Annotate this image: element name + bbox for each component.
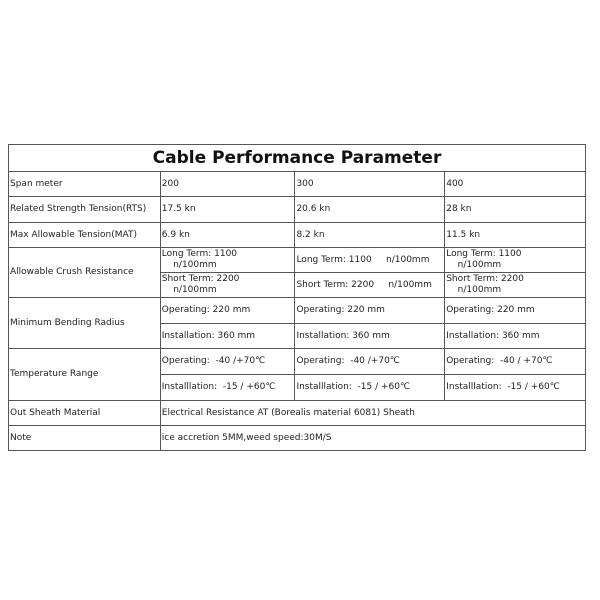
table-row [9, 349, 586, 375]
page-title: Cable Performance Parameter [9, 145, 586, 172]
cell-value: Operating: -40 / +70℃ [445, 349, 586, 375]
cell-value: 400 [445, 172, 586, 197]
cell-value: 6.9 kn [160, 223, 295, 248]
cell-value: Installation: 360 mm [295, 324, 445, 349]
cell-value: Long Term: 1100 n/100mm [295, 248, 445, 273]
table-row [9, 401, 586, 426]
row-label: Related Strength Tension(RTS) [9, 197, 161, 223]
cell-value: Short Term: 2200 n/100mm [295, 273, 445, 298]
cell-value: Operating: 220 mm [160, 298, 295, 324]
table-row [9, 223, 586, 248]
cell-value: Electrical Resistance AT (Borealis material 6081) Sheath [160, 401, 585, 426]
cell-value: 28 kn [445, 197, 586, 223]
cell-value: Long Term: 1100 n/100mm [160, 248, 295, 273]
row-label: Out Sheath Material [9, 401, 161, 426]
row-label: Temperature Range [9, 349, 161, 401]
cell-value: Installlation: -15 / +60℃ [445, 375, 586, 401]
cell-value: Operating: 220 mm [295, 298, 445, 324]
cell-value: Short Term: 2200 n/100mm [445, 273, 586, 298]
cell-value: 200 [160, 172, 295, 197]
row-label: Max Allowable Tension(MAT) [9, 223, 161, 248]
table-row [9, 248, 586, 273]
cell-value: Installlation: -15 / +60℃ [160, 375, 295, 401]
row-label: Span meter [9, 172, 161, 197]
cell-value: Operating: -40 /+70℃ [160, 349, 295, 375]
cell-value: 17.5 kn [160, 197, 295, 223]
cell-value: Operating: 220 mm [445, 298, 586, 324]
cell-value: 8.2 kn [295, 223, 445, 248]
cell-value: 300 [295, 172, 445, 197]
table-title-row [9, 145, 586, 172]
cell-value: Operating: -40 /+70℃ [295, 349, 445, 375]
cell-value: ice accretion 5MM,weed speed:30M/S [160, 426, 585, 451]
cell-value: 11.5 kn [445, 223, 586, 248]
row-label: Allowable Crush Resistance [9, 248, 161, 298]
cell-value: 20.6 kn [295, 197, 445, 223]
cell-value: Long Term: 1100 n/100mm [445, 248, 586, 273]
table-row [9, 197, 586, 223]
table-row [9, 426, 586, 451]
cell-value: Installlation: -15 / +60℃ [295, 375, 445, 401]
row-label: Note [9, 426, 161, 451]
table-row [9, 298, 586, 324]
cell-value: Installation: 360 mm [445, 324, 586, 349]
row-label: Minimum Bending Radius [9, 298, 161, 349]
cell-value: Short Term: 2200 n/100mm [160, 273, 295, 298]
table-row [9, 172, 586, 197]
cell-value: Installation: 360 mm [160, 324, 295, 349]
cable-parameter-table [8, 144, 586, 451]
